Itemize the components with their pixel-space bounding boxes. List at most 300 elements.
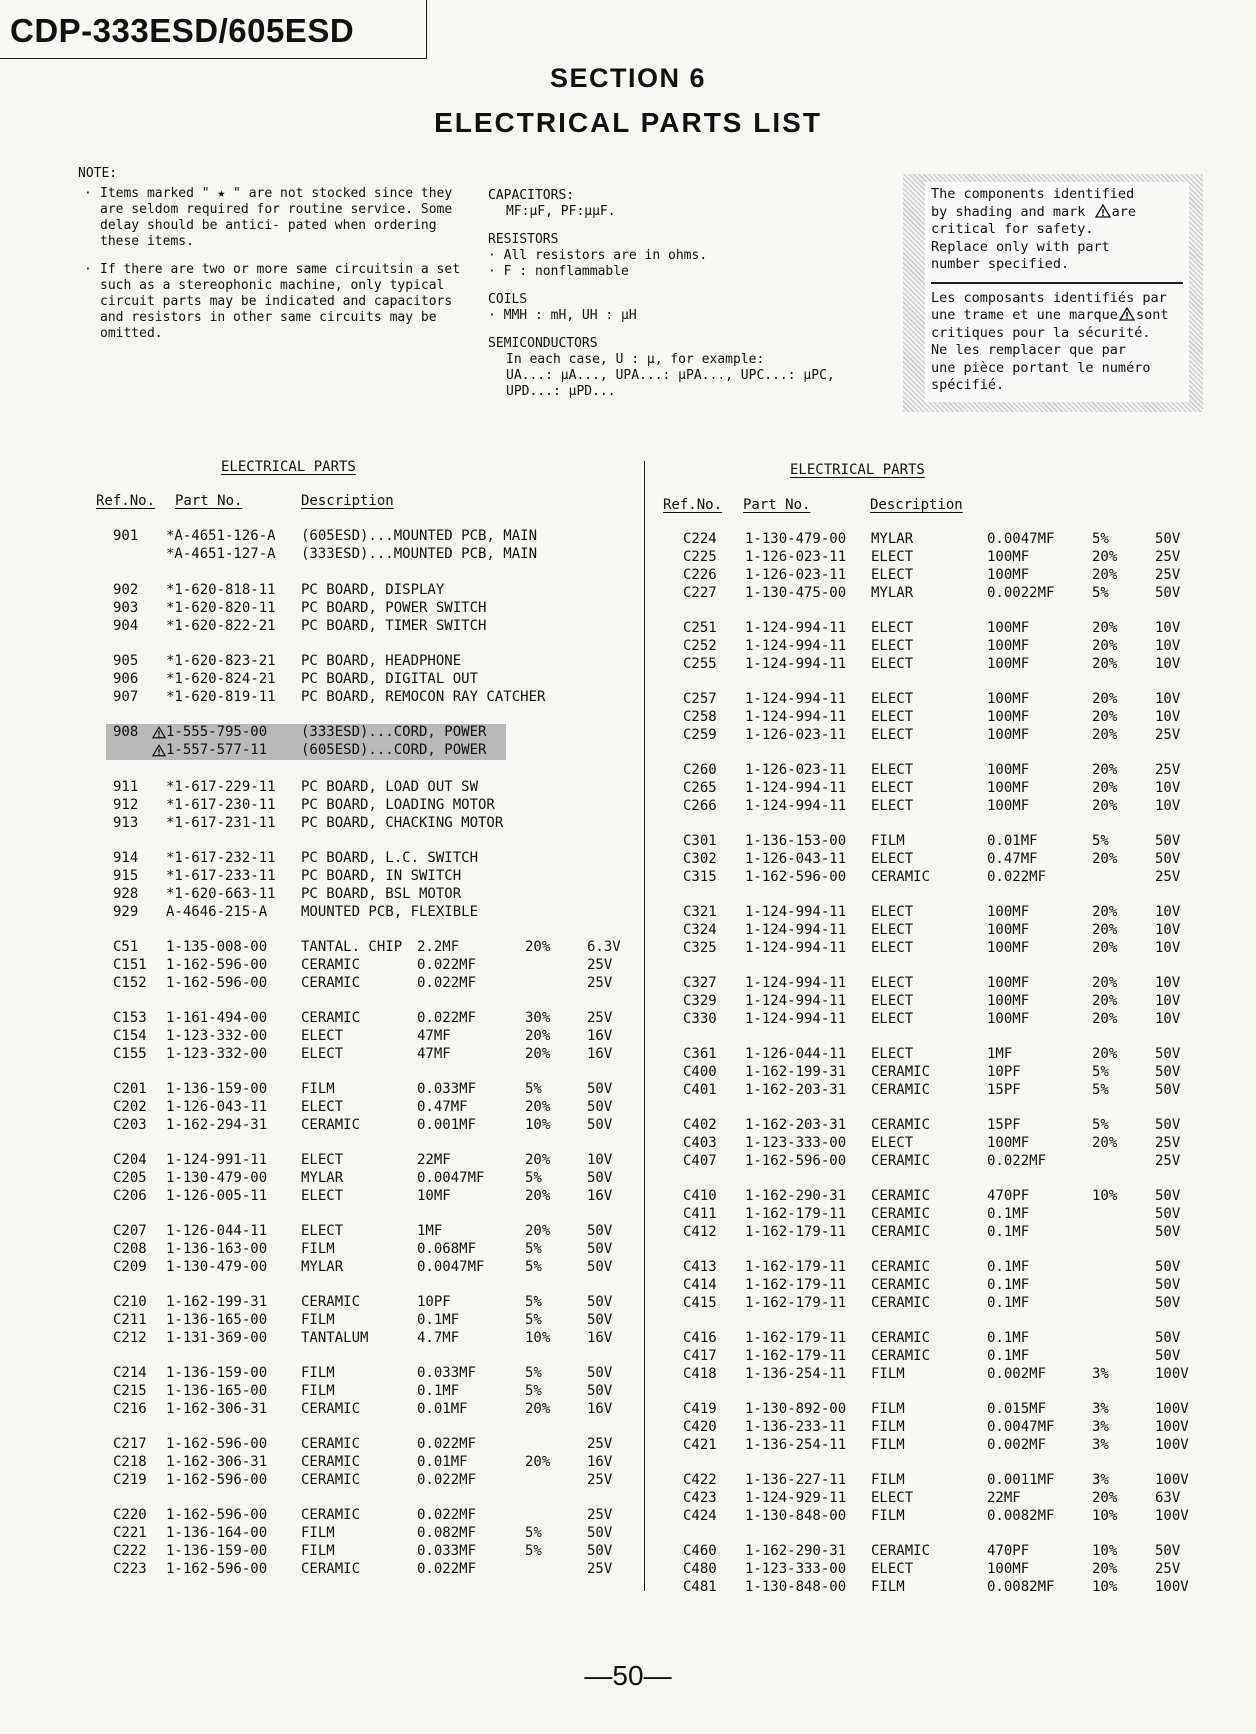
note-item	[84, 262, 464, 342]
cell-value: 0.033MF	[417, 1365, 477, 1381]
cell-part-no: 1-136-163-00	[166, 1241, 268, 1257]
cell-voltage: 25V	[587, 1010, 613, 1026]
column-divider	[644, 461, 645, 1591]
cell-voltage: 25V	[1155, 762, 1181, 778]
cell-part-no: 1-162-290-31	[745, 1188, 847, 1204]
page-number: —50—	[584, 1660, 672, 1691]
safety-fr-2b: sont	[1135, 307, 1169, 323]
cell-description: FILM	[301, 1525, 335, 1541]
cell-description: FILM	[871, 1472, 905, 1488]
cell-description: (333ESD)...CORD, POWER	[301, 724, 487, 740]
legend-semi-line-2: UA...: µA..., UPA...: µPA..., UPC...: µPC,	[506, 368, 835, 383]
cell-part-no: 1-130-479-00	[745, 531, 847, 547]
cell-description: ELECT	[871, 1561, 914, 1577]
cell-ref-no: C415	[683, 1295, 717, 1311]
cell-value: 0.47MF	[417, 1099, 468, 1115]
cell-value: 1MF	[987, 1046, 1013, 1062]
cell-description: CERAMIC	[871, 1206, 931, 1222]
cell-description: CERAMIC	[871, 1082, 931, 1098]
cell-description: MYLAR	[301, 1170, 344, 1186]
right-header-part: Part No.	[743, 497, 811, 513]
cell-description: PC BOARD, DIGITAL OUT	[301, 671, 479, 687]
cell-voltage: 63V	[1155, 1490, 1181, 1506]
cell-value: 100MF	[987, 940, 1030, 956]
cell-voltage: 100V	[1155, 1579, 1189, 1595]
cell-description: MOUNTED PCB, FLEXIBLE	[301, 904, 479, 920]
cell-ref-no: C51	[113, 939, 139, 955]
cell-description: FILM	[871, 1437, 905, 1453]
cell-part-no: 1-162-199-31	[745, 1064, 847, 1080]
cell-description: CERAMIC	[871, 1188, 931, 1204]
cell-description: CERAMIC	[871, 1224, 931, 1240]
cell-part-no: 1-136-165-00	[166, 1312, 268, 1328]
legend-semi-line-3: UPD...: µPD...	[506, 384, 616, 399]
cell-ref-no: C321	[683, 904, 717, 920]
cell-voltage: 10V	[1155, 798, 1181, 814]
cell-voltage: 25V	[587, 1561, 613, 1577]
cell-part-no: *1-620-820-11	[166, 600, 276, 616]
cell-description: ELECT	[871, 709, 914, 725]
cell-description: CERAMIC	[301, 1117, 361, 1133]
cell-ref-no: 904	[113, 618, 139, 634]
legend-capacitors-line: MF:µF, PF:µµF.	[506, 204, 616, 219]
cell-tolerance: 5%	[525, 1312, 542, 1328]
safety-en-4: Replace only with part	[931, 238, 1110, 255]
cell-tolerance: 20%	[1092, 620, 1118, 636]
cell-voltage: 25V	[1155, 1135, 1181, 1151]
cell-part-no: *1-620-663-11	[166, 886, 276, 902]
cell-part-no: 1-162-596-00	[166, 1472, 268, 1488]
model-number: CDP-333ESD/605ESD	[10, 12, 355, 49]
cell-voltage: 50V	[1155, 1295, 1181, 1311]
cell-ref-no: 928	[113, 886, 139, 902]
cell-value: 0.01MF	[987, 833, 1038, 849]
cell-value: 47MF	[417, 1046, 451, 1062]
cell-ref-no: C221	[113, 1525, 147, 1541]
cell-value: 0.1MF	[987, 1330, 1030, 1346]
cell-voltage: 100V	[1155, 1437, 1189, 1453]
section-heading: SECTION 6	[549, 63, 707, 93]
cell-voltage: 25V	[587, 975, 613, 991]
cell-value: 0.01MF	[417, 1401, 468, 1417]
cell-description: ELECT	[871, 762, 914, 778]
cell-ref-no: C400	[683, 1064, 717, 1080]
cell-voltage: 50V	[1155, 1224, 1181, 1240]
cell-part-no: 1-124-994-11	[745, 709, 847, 725]
cell-value: 100MF	[987, 1011, 1030, 1027]
cell-voltage: 10V	[587, 1152, 613, 1168]
cell-value: 0.0082MF	[987, 1579, 1055, 1595]
cell-part-no: 1-136-254-11	[745, 1437, 847, 1453]
cell-description: CERAMIC	[871, 1295, 931, 1311]
cell-tolerance: 20%	[525, 1223, 551, 1239]
bullet-icon: ·	[84, 186, 92, 201]
cell-value: 0.1MF	[987, 1206, 1030, 1222]
cell-ref-no: C424	[683, 1508, 717, 1524]
cell-description: CERAMIC	[301, 1507, 361, 1523]
cell-value: 0.002MF	[987, 1366, 1047, 1382]
cell-value: 100MF	[987, 549, 1030, 565]
cell-value: 0.1MF	[417, 1312, 460, 1328]
cell-description: ELECT	[871, 727, 914, 743]
cell-part-no: 1-136-159-00	[166, 1081, 268, 1097]
cell-voltage: 50V	[1155, 531, 1181, 547]
cell-tolerance: 20%	[525, 1046, 551, 1062]
cell-part-no: 1-130-479-00	[166, 1259, 268, 1275]
cell-tolerance: 3%	[1092, 1419, 1109, 1435]
cell-tolerance: 5%	[525, 1294, 542, 1310]
cell-tolerance: 3%	[1092, 1401, 1109, 1417]
cell-part-no: 1-162-596-00	[166, 1561, 268, 1577]
cell-description: CERAMIC	[871, 1543, 931, 1559]
cell-description: ELECT	[871, 975, 914, 991]
warning-triangle-icon	[1119, 307, 1135, 321]
cell-voltage: 50V	[1155, 1206, 1181, 1222]
cell-ref-no: C258	[683, 709, 717, 725]
cell-ref-no: C422	[683, 1472, 717, 1488]
cell-part-no: *1-617-232-11	[166, 850, 276, 866]
cell-ref-no: C218	[113, 1454, 147, 1470]
cell-ref-no: C223	[113, 1561, 147, 1577]
cell-ref-no: C154	[113, 1028, 147, 1044]
cell-tolerance: 20%	[1092, 922, 1118, 938]
cell-value: 1MF	[417, 1223, 443, 1239]
cell-voltage: 25V	[587, 1436, 613, 1452]
legend-capacitors	[488, 188, 888, 220]
cell-voltage: 50V	[1155, 1348, 1181, 1364]
cell-ref-no: C413	[683, 1259, 717, 1275]
cell-part-no: 1-123-333-00	[745, 1135, 847, 1151]
cell-value: 22MF	[417, 1152, 451, 1168]
cell-tolerance: 20%	[1092, 1135, 1118, 1151]
cell-voltage: 16V	[587, 1188, 613, 1204]
legend-coils-line: · MMH : mH, UH : µH	[488, 308, 637, 323]
cell-voltage: 50V	[1155, 1046, 1181, 1062]
safety-en-1: The components identified	[931, 186, 1135, 202]
cell-tolerance: 20%	[525, 1454, 551, 1470]
cell-value: 0.022MF	[417, 957, 477, 973]
cell-voltage: 10V	[1155, 709, 1181, 725]
cell-value: 0.033MF	[417, 1543, 477, 1559]
cell-ref-no: C155	[113, 1046, 147, 1062]
cell-voltage: 25V	[1155, 1153, 1181, 1169]
cell-value: 10PF	[417, 1294, 451, 1310]
cell-ref-no: 911	[113, 779, 139, 795]
cell-tolerance: 20%	[1092, 691, 1118, 707]
cell-value: 0.068MF	[417, 1241, 477, 1257]
cell-tolerance: 20%	[1092, 656, 1118, 672]
cell-tolerance: 20%	[1092, 1046, 1118, 1062]
cell-ref-no: C212	[113, 1330, 147, 1346]
cell-value: 0.0022MF	[987, 585, 1055, 601]
cell-voltage: 16V	[587, 1401, 613, 1417]
cell-voltage: 25V	[1155, 869, 1181, 885]
cell-voltage: 6.3V	[587, 939, 621, 955]
cell-part-no: 1-126-023-11	[745, 567, 847, 583]
cell-description: FILM	[301, 1241, 335, 1257]
cell-description: PC BOARD, IN SWITCH	[301, 868, 462, 884]
cell-value: 15PF	[987, 1082, 1021, 1098]
cell-part-no: 1-131-369-00	[166, 1330, 268, 1346]
left-header-desc: Description	[301, 493, 394, 509]
cell-voltage: 50V	[587, 1223, 613, 1239]
cell-ref-no: C202	[113, 1099, 147, 1115]
cell-ref-no: C216	[113, 1401, 147, 1417]
cell-part-no: *1-620-824-21	[166, 671, 276, 687]
cell-ref-no: C407	[683, 1153, 717, 1169]
cell-voltage: 50V	[1155, 1188, 1181, 1204]
cell-description: ELECT	[871, 851, 914, 867]
cell-value: 10MF	[417, 1188, 451, 1204]
cell-part-no: 1-555-795-00	[166, 724, 268, 740]
cell-ref-no: C219	[113, 1472, 147, 1488]
cell-ref-no: C421	[683, 1437, 717, 1453]
cell-ref-no: C257	[683, 691, 717, 707]
cell-voltage: 50V	[587, 1312, 613, 1328]
cell-ref-no: C224	[683, 531, 717, 547]
cell-ref-no: C152	[113, 975, 147, 991]
cell-value: 0.1MF	[987, 1295, 1030, 1311]
cell-value: 0.0011MF	[987, 1472, 1055, 1488]
cell-description: CERAMIC	[301, 1294, 361, 1310]
cell-description: PC BOARD, CHACKING MOTOR	[301, 815, 504, 831]
cell-tolerance: 20%	[1092, 638, 1118, 654]
cell-part-no: A-4646-215-A	[166, 904, 268, 920]
cell-part-no: 1-136-159-00	[166, 1543, 268, 1559]
cell-value: 100MF	[987, 798, 1030, 814]
cell-part-no: 1-136-227-11	[745, 1472, 847, 1488]
cell-ref-no: 914	[113, 850, 139, 866]
cell-part-no: *1-617-230-11	[166, 797, 276, 813]
cell-value: 0.022MF	[417, 1507, 477, 1523]
cell-ref-no: 913	[113, 815, 139, 831]
cell-voltage: 50V	[587, 1259, 613, 1275]
cell-part-no: 1-123-332-00	[166, 1028, 268, 1044]
cell-ref-no: C207	[113, 1223, 147, 1239]
cell-value: 100MF	[987, 691, 1030, 707]
safety-divider	[931, 282, 1183, 284]
cell-voltage: 10V	[1155, 691, 1181, 707]
safety-en-5: number specified.	[931, 256, 1070, 272]
cell-tolerance: 5%	[1092, 531, 1109, 547]
cell-part-no: 1-162-199-31	[166, 1294, 268, 1310]
cell-value: 0.015MF	[987, 1401, 1047, 1417]
model-box	[0, 0, 427, 59]
safety-notice-box	[903, 174, 1203, 412]
legend-resistors-line-2: · F : nonflammable	[488, 264, 629, 279]
cell-tolerance: 5%	[525, 1259, 542, 1275]
cell-voltage: 25V	[1155, 727, 1181, 743]
cell-voltage: 50V	[1155, 1277, 1181, 1293]
cell-ref-no: C329	[683, 993, 717, 1009]
cell-part-no: 1-162-596-00	[166, 1436, 268, 1452]
cell-ref-no: 908	[113, 724, 139, 740]
cell-part-no: 1-126-043-11	[745, 851, 847, 867]
cell-voltage: 50V	[587, 1365, 613, 1381]
cell-description: CERAMIC	[301, 975, 361, 991]
cell-part-no: 1-162-179-11	[745, 1277, 847, 1293]
cell-ref-no: C227	[683, 585, 717, 601]
cell-part-no: 1-124-994-11	[745, 993, 847, 1009]
cell-description: ELECT	[871, 904, 914, 920]
cell-value: 470PF	[987, 1543, 1030, 1559]
cell-description: TANTAL. CHIP	[301, 939, 403, 955]
cell-tolerance: 3%	[1092, 1472, 1109, 1488]
cell-description: ELECT	[871, 798, 914, 814]
cell-part-no: 1-124-994-11	[745, 638, 847, 654]
cell-description: CERAMIC	[871, 1064, 931, 1080]
cell-ref-no: 907	[113, 689, 139, 705]
cell-ref-no: C251	[683, 620, 717, 636]
cell-ref-no: C315	[683, 869, 717, 885]
cell-part-no: 1-162-290-31	[745, 1543, 847, 1559]
left-header-ref: Ref.No.	[96, 493, 156, 509]
cell-ref-no: C481	[683, 1579, 717, 1595]
cell-part-no: 1-162-179-11	[745, 1295, 847, 1311]
cell-part-no: 1-136-164-00	[166, 1525, 268, 1541]
warning-triangle-icon	[1095, 204, 1111, 218]
cell-value: 100MF	[987, 780, 1030, 796]
cell-tolerance: 10%	[1092, 1543, 1118, 1559]
cell-value: 2.2MF	[417, 939, 460, 955]
legend-semiconductors	[488, 336, 888, 400]
legend-resistors	[488, 232, 888, 280]
cell-value: 0.082MF	[417, 1525, 477, 1541]
cell-ref-no: C301	[683, 833, 717, 849]
cell-ref-no: C222	[113, 1543, 147, 1559]
cell-part-no: 1-162-179-11	[745, 1348, 847, 1364]
cell-ref-no: C330	[683, 1011, 717, 1027]
cell-voltage: 50V	[587, 1170, 613, 1186]
cell-description: CERAMIC	[871, 1348, 931, 1364]
cell-ref-no: C410	[683, 1188, 717, 1204]
cell-value: 100MF	[987, 727, 1030, 743]
cell-part-no: 1-124-994-11	[745, 656, 847, 672]
cell-tolerance: 10%	[1092, 1188, 1118, 1204]
cell-tolerance: 5%	[525, 1365, 542, 1381]
cell-description: MYLAR	[871, 531, 914, 547]
cell-voltage: 50V	[1155, 1330, 1181, 1346]
cell-part-no: 1-126-044-11	[166, 1223, 268, 1239]
cell-description: CERAMIC	[301, 1010, 361, 1026]
cell-tolerance: 5%	[525, 1081, 542, 1097]
cell-ref-no: C215	[113, 1383, 147, 1399]
cell-voltage: 50V	[587, 1525, 613, 1541]
cell-voltage: 50V	[1155, 585, 1181, 601]
cell-ref-no: 903	[113, 600, 139, 616]
cell-part-no: *A-4651-127-A	[166, 546, 276, 562]
safety-mark-icon	[152, 726, 166, 739]
cell-voltage: 10V	[1155, 993, 1181, 1009]
cell-value: 0.01MF	[417, 1454, 468, 1470]
cell-part-no: 1-136-153-00	[745, 833, 847, 849]
cell-description: ELECT	[871, 1135, 914, 1151]
cell-ref-no: C265	[683, 780, 717, 796]
note-label: NOTE:	[78, 166, 118, 181]
cell-value: 100MF	[987, 1135, 1030, 1151]
cell-voltage: 10V	[1155, 780, 1181, 796]
cell-description: ELECT	[871, 922, 914, 938]
cell-description: FILM	[301, 1383, 335, 1399]
cell-value: 10PF	[987, 1064, 1021, 1080]
cell-value: 0.001MF	[417, 1117, 477, 1133]
cell-description: CERAMIC	[871, 1259, 931, 1275]
cell-description: ELECT	[871, 1490, 914, 1506]
cell-part-no: *A-4651-126-A	[166, 528, 276, 544]
cell-tolerance: 20%	[525, 1028, 551, 1044]
cell-part-no: *1-620-823-21	[166, 653, 276, 669]
cell-description: ELECT	[871, 567, 914, 583]
cell-tolerance: 20%	[525, 1188, 551, 1204]
cell-voltage: 100V	[1155, 1472, 1189, 1488]
legend-semi-line-1: In each case, U : µ, for example:	[506, 352, 765, 367]
cell-tolerance: 5%	[1092, 1117, 1109, 1133]
cell-ref-no: C417	[683, 1348, 717, 1364]
cell-description: FILM	[871, 1366, 905, 1382]
cell-voltage: 50V	[587, 1081, 613, 1097]
safety-en-3: critical for safety.	[931, 221, 1094, 237]
cell-tolerance: 20%	[1092, 940, 1118, 956]
cell-tolerance: 10%	[525, 1330, 551, 1346]
cell-value: 0.022MF	[417, 975, 477, 991]
cell-tolerance: 20%	[525, 1099, 551, 1115]
cell-ref-no: C211	[113, 1312, 147, 1328]
cell-value: 0.0047MF	[417, 1259, 485, 1275]
cell-part-no: 1-162-596-00	[166, 975, 268, 991]
cell-ref-no: C201	[113, 1081, 147, 1097]
cell-value: 100MF	[987, 762, 1030, 778]
cell-description: ELECT	[301, 1028, 344, 1044]
cell-part-no: 1-162-179-11	[745, 1259, 847, 1275]
cell-description: MYLAR	[871, 585, 914, 601]
cell-description: PC BOARD, LOAD OUT SW	[301, 779, 479, 795]
cell-description: FILM	[871, 1401, 905, 1417]
cell-voltage: 50V	[1155, 1259, 1181, 1275]
cell-voltage: 25V	[1155, 567, 1181, 583]
cell-tolerance: 10%	[1092, 1508, 1118, 1524]
cell-value: 100MF	[987, 656, 1030, 672]
cell-ref-no: C416	[683, 1330, 717, 1346]
cell-part-no: 1-124-994-11	[745, 1011, 847, 1027]
cell-part-no: *1-617-233-11	[166, 868, 276, 884]
cell-ref-no: C206	[113, 1188, 147, 1204]
cell-voltage: 50V	[1155, 1543, 1181, 1559]
cell-tolerance: 20%	[1092, 975, 1118, 991]
cell-part-no: 1-124-994-11	[745, 691, 847, 707]
cell-ref-no: C225	[683, 549, 717, 565]
safety-fr-2a: une trame et une marque	[931, 307, 1118, 323]
cell-part-no: 1-126-023-11	[745, 762, 847, 778]
cell-voltage: 50V	[1155, 1117, 1181, 1133]
cell-voltage: 25V	[587, 1472, 613, 1488]
cell-value: 0.1MF	[987, 1224, 1030, 1240]
cell-tolerance: 20%	[525, 1401, 551, 1417]
cell-voltage: 50V	[587, 1241, 613, 1257]
cell-value: 100MF	[987, 620, 1030, 636]
cell-ref-no: C401	[683, 1082, 717, 1098]
cell-description: PC BOARD, HEADPHONE	[301, 653, 462, 669]
cell-description: CERAMIC	[301, 957, 361, 973]
cell-part-no: *1-617-231-11	[166, 815, 276, 831]
cell-value: 0.022MF	[987, 869, 1047, 885]
cell-part-no: 1-124-994-11	[745, 922, 847, 938]
cell-part-no: 1-130-848-00	[745, 1508, 847, 1524]
cell-value: 0.022MF	[987, 1153, 1047, 1169]
cell-value: 4.7MF	[417, 1330, 460, 1346]
cell-value: 0.022MF	[417, 1472, 477, 1488]
cell-value: 0.47MF	[987, 851, 1038, 867]
cell-value: 0.033MF	[417, 1081, 477, 1097]
